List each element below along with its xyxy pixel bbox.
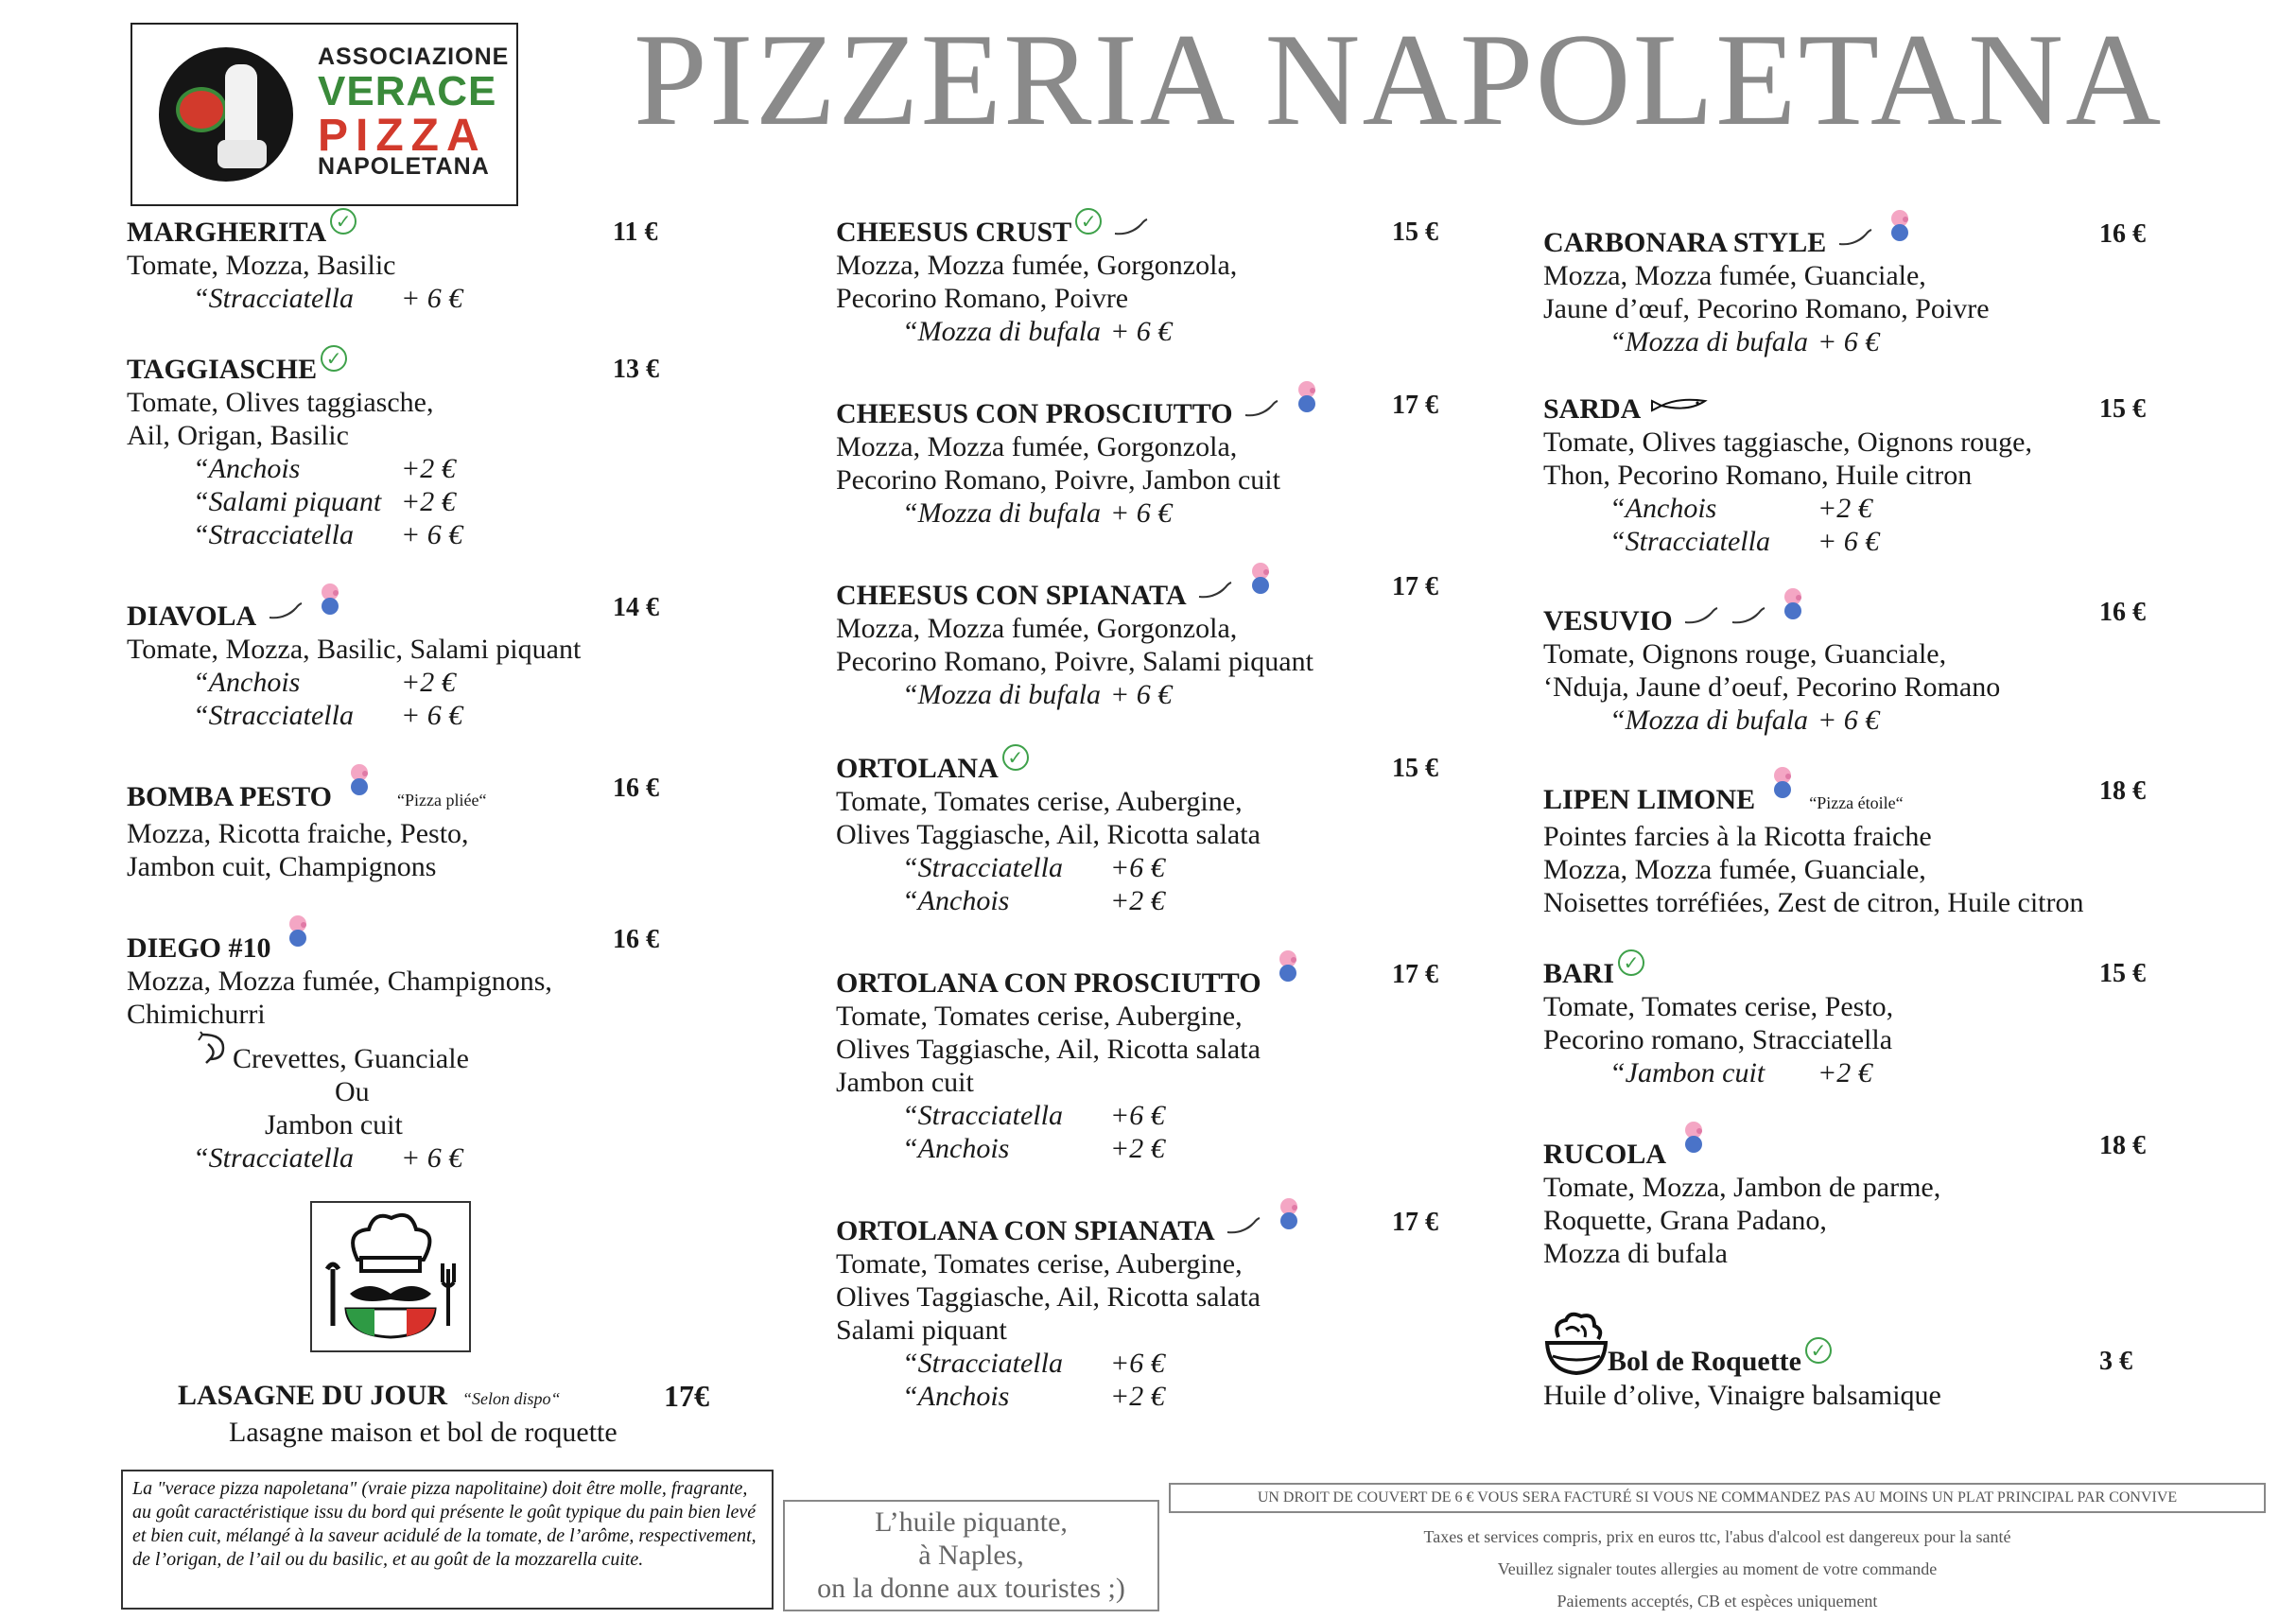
supplement: “Anchois +2 € (193, 453, 456, 484)
supplement: “Stracciatella +6 € (902, 852, 1165, 883)
item-description: Tomate, Mozza, Jambon de parme, (1543, 1172, 1941, 1203)
legal-notices (1169, 1521, 2266, 1617)
menu-item-diavola (127, 591, 694, 732)
menu-item-cheesus-prosciutto (836, 389, 1460, 530)
vegetarian-icon: ✓ (1805, 1337, 1832, 1364)
item-name: RUCOLA (1543, 1139, 1667, 1170)
menu-item-bari (1543, 951, 2262, 1089)
menu-item-margherita (127, 210, 694, 315)
pork-icon (1884, 208, 1916, 242)
item-name: BARI (1543, 958, 1615, 989)
item-name: ORTOLANA CON PROSCIUTTO (836, 967, 1261, 999)
item-price: 18 € (2099, 1131, 2146, 1160)
item-price: 15 € (1392, 754, 1438, 783)
item-description: Jaune d’œuf, Pecorino Romano, Poivre (1543, 293, 1990, 324)
menu-item-sarda (1543, 392, 2262, 558)
item-description: Pointes farcies à la Ricotta fraiche (1543, 821, 1932, 852)
item-description: Tomate, Tomates cerise, Aubergine, (836, 1248, 1243, 1280)
supplement: “Mozza di bufala + 6 € (902, 497, 1173, 529)
item-description: Ail, Origan, Basilic (127, 420, 349, 451)
taxes-notice: Taxes et services compris, prix en euros ttc, l'abus d'alcool est dangereux pour la santé (1423, 1527, 2011, 1546)
item-description: Olives Taggiasche, Ail, Ricotta salata (836, 1281, 1261, 1313)
item-name: CARBONARA STYLE (1543, 227, 1827, 258)
item-name: ORTOLANA (836, 753, 999, 784)
shrimp-icon (197, 1031, 231, 1065)
supplement: “Stracciatella +6 € (902, 1348, 1165, 1379)
logo-line-pizza: PIZZA (318, 111, 487, 161)
supplement: “Anchois +2 € (902, 1133, 1165, 1164)
menu-item-bol-roquette (1543, 1309, 2262, 1413)
item-price: 13 € (613, 355, 659, 384)
item-name: BOMBA PESTO (127, 781, 333, 812)
pork-icon (1291, 379, 1323, 413)
item-name: ORTOLANA CON SPIANATA (836, 1215, 1215, 1246)
vegetarian-icon: ✓ (1002, 744, 1029, 771)
item-description: Mozza, Ricotta fraiche, Pesto, (127, 818, 469, 849)
item-description: Lasagne maison et bol de roquette (229, 1417, 617, 1448)
menu-item-diego (127, 923, 694, 1175)
logo-line-napoletana: NAPOLETANA (318, 153, 490, 180)
pork-icon (282, 914, 314, 948)
supplement: “Stracciatella + 6 € (1609, 526, 1880, 557)
chili-icon (1837, 227, 1873, 248)
pork-icon (1272, 949, 1304, 983)
pork-icon (1273, 1196, 1305, 1230)
item-description: Salami piquant (836, 1314, 1007, 1346)
item-name: MARGHERITA (127, 217, 327, 248)
item-price: 17€ (664, 1379, 709, 1413)
item-description: Chimichurri (127, 999, 266, 1030)
menu-item-cheesus-spianata (836, 570, 1460, 711)
joke-line: on la donne aux touristes ;) (817, 1573, 1125, 1604)
item-description: Mozza, Mozza fumée, Champignons, (127, 966, 552, 997)
item-price: 16 € (2099, 219, 2146, 249)
menu-item-taggiasche (127, 347, 694, 551)
pizza-peel-icon (176, 87, 227, 132)
item-price: 17 € (1392, 1208, 1438, 1237)
pork-icon (1678, 1120, 1710, 1154)
supplement: “Anchois +2 € (1609, 493, 1872, 524)
item-name: CHEESUS CON SPIANATA (836, 580, 1187, 611)
avpn-logo (130, 23, 518, 206)
menu-column-2 (836, 210, 1460, 1413)
menu-column-3 (1543, 218, 2262, 1270)
item-description: Mozza, Mozza fumée, Gorgonzola, (836, 613, 1238, 644)
menu-item-lipen-limone (1543, 775, 2262, 919)
supplement: “Anchois +2 € (193, 667, 456, 698)
item-description: Pecorino romano, Stracciatella (1543, 1024, 1893, 1055)
verace-definition-box (121, 1470, 774, 1610)
item-price: 3 € (2099, 1347, 2132, 1376)
supplement: “Stracciatella + 6 € (193, 700, 463, 731)
item-name: LIPEN LIMONE (1543, 784, 1756, 815)
item-name: VESUVIO (1543, 605, 1673, 636)
chili-icon (1113, 217, 1149, 237)
item-description: Tomate, Mozza, Basilic, Salami piquant (127, 634, 582, 665)
item-description: Mozza, Mozza fumée, Guanciale, (1543, 854, 1926, 885)
supplement: “Anchois +2 € (902, 1381, 1165, 1412)
supplement: “Stracciatella + 6 € (193, 283, 463, 314)
item-description: Noisettes torréfiées, Zest de citron, Huile citron (1543, 887, 2084, 918)
item-note: “Pizza étoile“ (1809, 793, 1904, 812)
item-description: Huile d’olive, Vinaigre balsamique (1543, 1380, 1941, 1411)
item-description: ‘Nduja, Jaune d’oeuf, Pecorino Romano (1543, 671, 2001, 703)
verace-definition-text: La "verace pizza napoletana" (vraie pizza napolitaine) doit être molle, fragrante, au goût caractéristique issu du bord qui présente le goût typique du pain bien levé et bien cuit, mélangé à la saveur acidulé de la tomate, de l’arôme, respectivement, de l’origan, de l’ail ou du basilic, et au goût de la mozzarella cuite. (132, 1478, 757, 1570)
item-choice: Crevettes, Guanciale (233, 1043, 469, 1074)
item-description: Mozza di bufala (1543, 1238, 1728, 1269)
pork-icon (343, 762, 375, 796)
chili-icon (1197, 580, 1233, 601)
item-name: SARDA (1543, 393, 1642, 425)
item-description: Tomate, Tomates cerise, Pesto, (1543, 991, 1894, 1022)
supplement: “Mozza di bufala + 6 € (902, 679, 1173, 710)
item-name: DIEGO #10 (127, 932, 271, 964)
item-description: Olives Taggiasche, Ail, Ricotta salata (836, 819, 1261, 850)
chili-icon (268, 601, 304, 621)
logo-line-verace: VERACE (318, 68, 497, 114)
item-price: 15 € (2099, 959, 2146, 988)
menu-item-ortolana-spianata (836, 1206, 1460, 1413)
menu-item-ortolana (836, 746, 1460, 917)
fish-icon (1650, 395, 1709, 416)
salad-bowl-icon (1543, 1309, 1609, 1379)
pork-icon (1777, 586, 1809, 620)
payment-notice: Paiements acceptés, CB et espèces uniquement (1557, 1592, 1878, 1610)
supplement: “Mozza di bufala + 6 € (902, 316, 1173, 347)
pork-icon (314, 582, 346, 616)
supplement: “Stracciatella + 6 € (193, 1142, 463, 1174)
item-price: 17 € (1392, 960, 1438, 989)
supplement: “Mozza di bufala + 6 € (1609, 705, 1880, 736)
item-description: Mozza, Mozza fumée, Guanciale, (1543, 260, 1926, 291)
item-price: 17 € (1392, 572, 1438, 601)
supplement: “Mozza di bufala + 6 € (1609, 326, 1880, 357)
item-price: 16 € (613, 925, 659, 954)
supplement: “Jambon cuit +2 € (1609, 1057, 1872, 1088)
item-description: Jambon cuit, Champignons (127, 851, 437, 882)
vegetarian-icon: ✓ (330, 208, 357, 235)
item-description: Tomate, Olives taggiasche, Oignons rouge, (1543, 427, 2032, 458)
menu-item-lasagne (178, 1379, 745, 1450)
item-name: CHEESUS CON PROSCIUTTO (836, 398, 1233, 429)
item-note: “Selon dispo“ (462, 1389, 561, 1408)
item-description: Thon, Pecorino Romano, Huile citron (1543, 460, 1973, 491)
item-name: CHEESUS CRUST (836, 217, 1072, 248)
item-description: Tomate, Tomates cerise, Aubergine, (836, 786, 1243, 817)
item-name: Bol de Roquette (1608, 1346, 1801, 1377)
item-description: Pecorino Romano, Poivre (836, 283, 1129, 314)
vegetarian-icon: ✓ (1075, 208, 1102, 235)
item-name: LASAGNE DU JOUR (178, 1380, 448, 1411)
supplement: “Stracciatella + 6 € (193, 519, 463, 550)
chef-illustration (310, 1201, 471, 1352)
item-price: 11 € (613, 218, 658, 247)
item-price: 14 € (613, 593, 659, 622)
pork-icon (1244, 561, 1277, 595)
item-name: DIAVOLA (127, 601, 257, 632)
menu-item-vesuvio (1543, 596, 2262, 737)
item-price: 17 € (1392, 391, 1438, 420)
item-description: Roquette, Grana Padano, (1543, 1205, 1827, 1236)
item-description: Pecorino Romano, Poivre, Salami piquant (836, 646, 1313, 677)
menu-column-1 (127, 210, 694, 1175)
item-description: Tomate, Olives taggiasche, (127, 387, 434, 418)
supplement: “Stracciatella +6 € (902, 1100, 1165, 1131)
joke-line: L’huile piquante, (875, 1506, 1068, 1538)
item-description: Jambon cuit (836, 1067, 974, 1098)
item-description: Olives Taggiasche, Ail, Ricotta salata (836, 1034, 1261, 1065)
item-note: “Pizza pliée“ (397, 791, 487, 810)
item-description: Mozza, Mozza fumée, Gorgonzola, (836, 431, 1238, 462)
item-price: 16 € (2099, 598, 2146, 627)
item-price: 18 € (2099, 776, 2146, 806)
item-price: 15 € (1392, 218, 1438, 247)
supplement: “Anchois +2 € (902, 885, 1165, 916)
item-description: Pecorino Romano, Poivre, Jambon cuit (836, 464, 1280, 496)
chef-icon (312, 1203, 469, 1350)
cover-charge-notice: UN DROIT DE COUVERT DE 6 € VOUS SERA FACTURÉ SI VOUS NE COMMANDEZ PAS AU MOINS UN PLAT PRINCIPAL PAR CONVIVE (1169, 1483, 2266, 1513)
item-choice-or: Ou (335, 1076, 370, 1107)
vegetarian-icon: ✓ (321, 345, 347, 372)
item-description: Tomate, Tomates cerise, Aubergine, (836, 1001, 1243, 1032)
allergies-notice: Veuillez signaler toutes allergies au moment de votre commande (1497, 1559, 1938, 1578)
item-choice: Jambon cuit (265, 1109, 403, 1140)
menu-item-bomba-pesto (127, 772, 694, 883)
chili-oil-joke-box (783, 1500, 1159, 1611)
chili-icon (1244, 398, 1279, 419)
logo-emblem (159, 47, 293, 182)
menu-item-carbonara (1543, 218, 2262, 358)
item-description: Tomate, Oignons rouge, Guanciale, (1543, 638, 1947, 670)
item-price: 16 € (613, 774, 659, 803)
chili-icon (1731, 605, 1766, 626)
menu-item-rucola (1543, 1129, 2262, 1270)
item-name: TAGGIASCHE (127, 354, 318, 385)
item-price: 15 € (2099, 394, 2146, 424)
item-description: Tomate, Mozza, Basilic (127, 250, 396, 281)
joke-line: à Naples, (918, 1540, 1024, 1571)
page-title: PIZZERIA NAPOLETANA (634, 7, 2164, 153)
logo-line-associazione: ASSOCIAZIONE (318, 44, 510, 70)
pork-icon (1766, 765, 1799, 799)
vegetarian-icon: ✓ (1618, 949, 1644, 976)
supplement: “Salami piquant +2 € (193, 486, 456, 517)
menu-item-cheesus-crust (836, 210, 1460, 348)
item-description: Mozza, Mozza fumée, Gorgonzola, (836, 250, 1238, 281)
chili-icon (1683, 605, 1719, 626)
menu-item-ortolana-prosciutto (836, 958, 1460, 1165)
chili-icon (1226, 1215, 1261, 1236)
